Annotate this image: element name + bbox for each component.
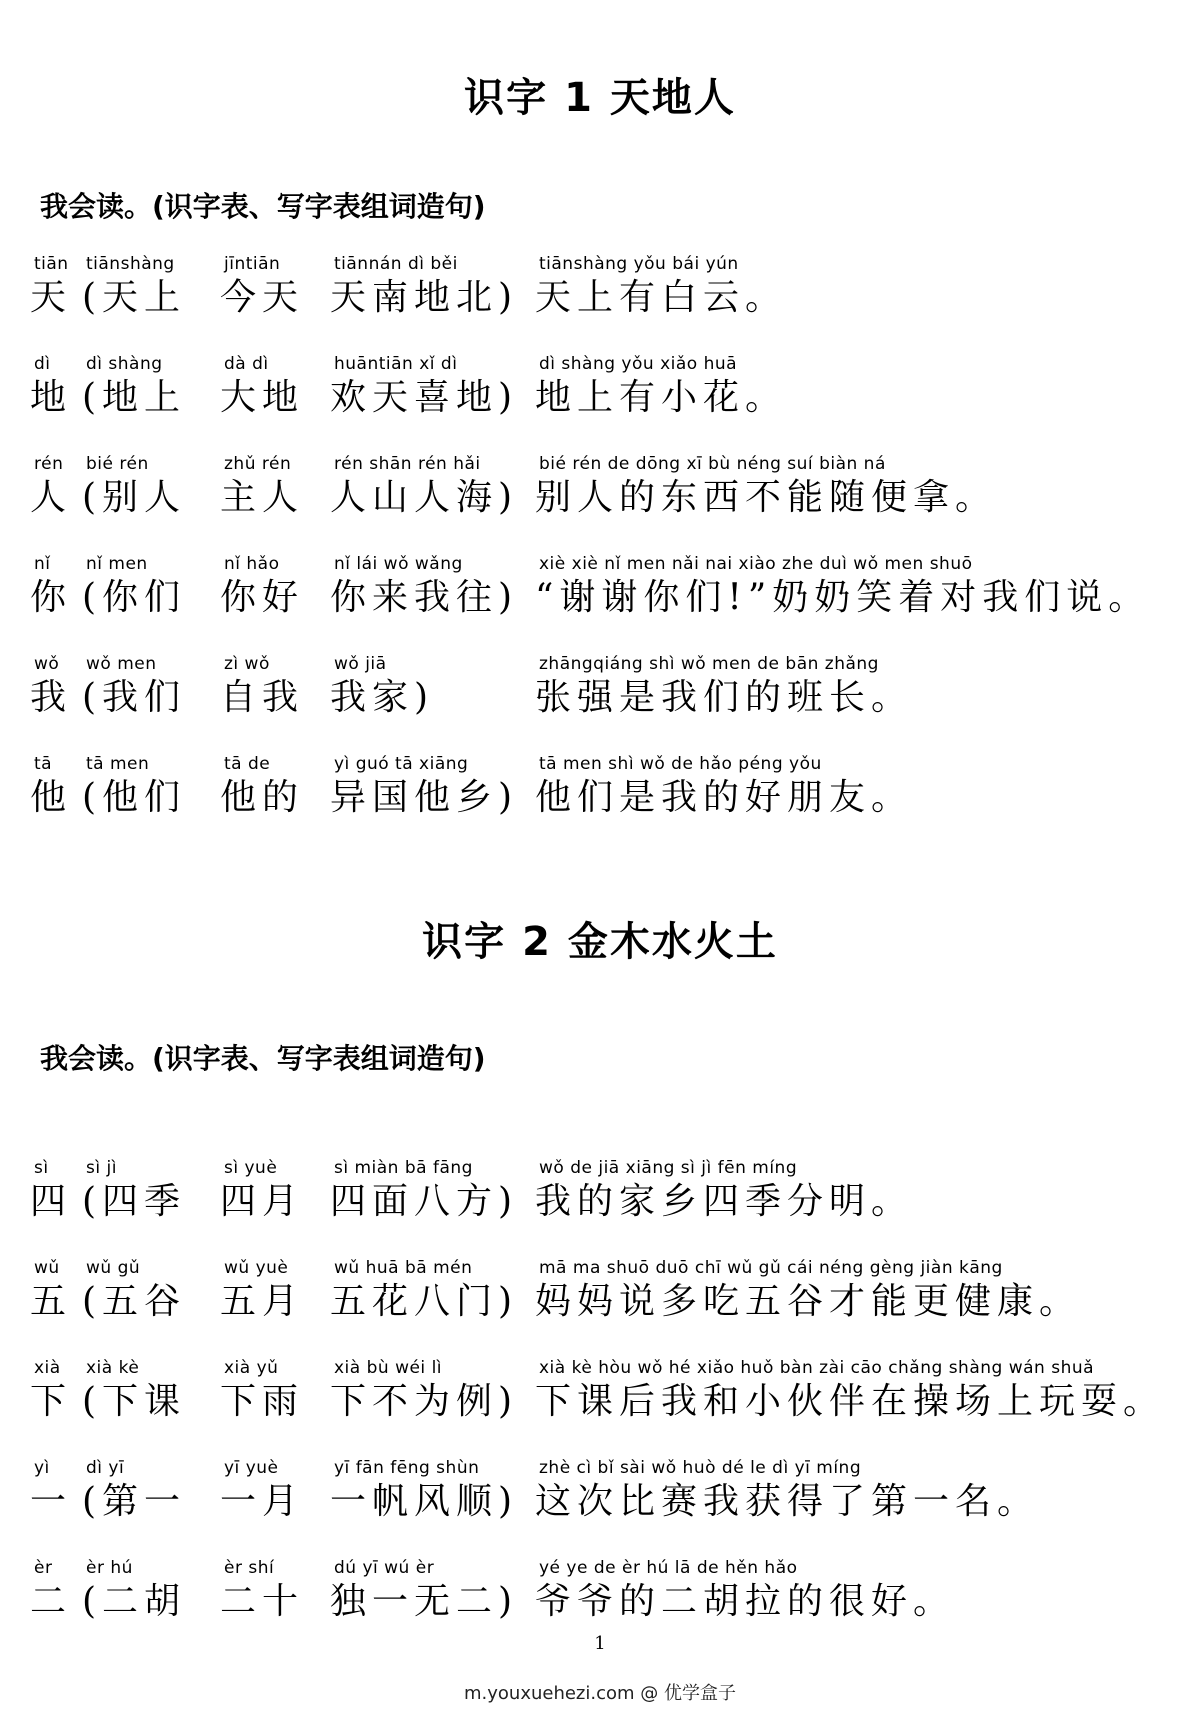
hanzi-text: 妈妈说多吃五谷才能更健康。 bbox=[535, 1281, 1082, 1322]
pinyin-text: bié rén bbox=[86, 454, 149, 474]
hanzi-text: 五 bbox=[30, 1281, 73, 1322]
pinyin-text: yī fān fēng shùn bbox=[334, 1458, 480, 1478]
hanzi-text: 异国他乡) bbox=[330, 777, 519, 818]
hanzi-text: 二 bbox=[30, 1581, 73, 1622]
pinyin-text: xià bbox=[34, 1358, 61, 1378]
pinyin-text: yé ye de èr hú lā de hěn hǎo bbox=[539, 1558, 798, 1578]
pinyin-text: xià yǔ bbox=[224, 1358, 279, 1378]
pinyin-text: wǒ men bbox=[86, 654, 157, 674]
hanzi-text: 我家) bbox=[330, 677, 435, 718]
hanzi-text: 一 bbox=[30, 1481, 73, 1522]
vocab-entry bbox=[30, 653, 1180, 743]
pinyin-text: yī yuè bbox=[224, 1458, 279, 1478]
vocab-entry bbox=[30, 353, 1180, 443]
pinyin-text: wǔ yuè bbox=[224, 1258, 289, 1278]
page-number: 1 bbox=[594, 1633, 606, 1654]
pinyin-text: bié rén de dōng xī bù néng suí biàn ná bbox=[539, 454, 886, 474]
pinyin-text: wǒ jiā bbox=[334, 654, 387, 674]
hanzi-text: (别人 bbox=[82, 477, 187, 518]
hanzi-text: 他的 bbox=[220, 777, 305, 818]
pinyin-text: yì guó tā xiāng bbox=[334, 754, 469, 774]
pinyin-text: dì yī bbox=[86, 1458, 125, 1478]
pinyin-text: wǔ huā bā mén bbox=[334, 1258, 473, 1278]
hanzi-text: 别人的东西不能随便拿。 bbox=[535, 477, 998, 518]
pinyin-text: nǐ bbox=[34, 554, 51, 574]
vocab-entry bbox=[30, 1457, 1180, 1547]
hanzi-text: 地 bbox=[30, 377, 73, 418]
hanzi-text: 一月 bbox=[220, 1481, 305, 1522]
hanzi-text: 下雨 bbox=[220, 1381, 305, 1422]
vocab-entry bbox=[30, 1257, 1180, 1347]
section-subtitle: 我会读。(识字表、写字表组词造句) bbox=[40, 1042, 486, 1075]
hanzi-text: 五月 bbox=[220, 1281, 305, 1322]
hanzi-text: 爷爷的二胡拉的很好。 bbox=[535, 1581, 956, 1622]
pinyin-text: èr shí bbox=[224, 1558, 275, 1578]
hanzi-text: 今天 bbox=[220, 277, 305, 318]
hanzi-text: 这次比赛我获得了第一名。 bbox=[535, 1481, 1040, 1522]
hanzi-text: 天 bbox=[30, 277, 73, 318]
pinyin-text: èr hú bbox=[86, 1558, 133, 1578]
pinyin-text: nǐ men bbox=[86, 554, 148, 574]
hanzi-text: 我 bbox=[30, 677, 73, 718]
hanzi-text: 天南地北) bbox=[330, 277, 519, 318]
pinyin-text: huāntiān xǐ dì bbox=[334, 354, 458, 374]
pinyin-text: rén bbox=[34, 454, 64, 474]
hanzi-text: 下不为例) bbox=[330, 1381, 519, 1422]
hanzi-text: 自我 bbox=[220, 677, 305, 718]
vocab-entry bbox=[30, 253, 1180, 343]
pinyin-text: xiè xiè nǐ men nǎi nai xiào zhe duì wǒ men shuō bbox=[539, 554, 973, 574]
pinyin-text: sì miàn bā fāng bbox=[334, 1158, 473, 1178]
hanzi-text: 天上有白云。 bbox=[535, 277, 788, 318]
hanzi-text: 四 bbox=[30, 1181, 73, 1222]
pinyin-text: mā ma shuō duō chī wǔ gǔ cái néng gèng jiàn kāng bbox=[539, 1258, 1003, 1278]
pinyin-text: sì jì bbox=[86, 1158, 117, 1178]
hanzi-text: 下 bbox=[30, 1381, 73, 1422]
hanzi-text: 你好 bbox=[220, 577, 305, 618]
hanzi-text: 欢天喜地) bbox=[330, 377, 519, 418]
pinyin-text: dì bbox=[34, 354, 51, 374]
pinyin-text: zhǔ rén bbox=[224, 454, 292, 474]
pinyin-text: jīntiān bbox=[224, 254, 281, 274]
pinyin-text: yì bbox=[34, 1458, 50, 1478]
hanzi-text: (五谷 bbox=[82, 1281, 187, 1322]
section-title: 识字 1 天地人 bbox=[464, 75, 736, 121]
pinyin-text: dà dì bbox=[224, 354, 269, 374]
hanzi-text: 下课后我和小伙伴在操场上玩耍。 bbox=[535, 1381, 1166, 1422]
pinyin-text: xià bù wéi lì bbox=[334, 1358, 443, 1378]
section-subtitle: 我会读。(识字表、写字表组词造句) bbox=[40, 190, 486, 223]
pinyin-text: nǐ hǎo bbox=[224, 554, 280, 574]
pinyin-text: wǒ de jiā xiāng sì jì fēn míng bbox=[539, 1158, 798, 1178]
hanzi-text: 我的家乡四季分明。 bbox=[535, 1181, 914, 1222]
hanzi-text: (我们 bbox=[82, 677, 187, 718]
pinyin-text: dú yī wú èr bbox=[334, 1558, 435, 1578]
pinyin-text: nǐ lái wǒ wǎng bbox=[334, 554, 463, 574]
hanzi-text: 二十 bbox=[220, 1581, 305, 1622]
vocab-entry bbox=[30, 753, 1180, 843]
pinyin-text: tiānshàng bbox=[86, 254, 175, 274]
pinyin-text: zhāngqiáng shì wǒ men de bān zhǎng bbox=[539, 654, 879, 674]
pinyin-text: zhè cì bǐ sài wǒ huò dé le dì yī míng bbox=[539, 1458, 862, 1478]
pinyin-text: xià kè hòu wǒ hé xiǎo huǒ bàn zài cāo chǎng shàng wán shuǎ bbox=[539, 1358, 1095, 1378]
hanzi-text: 人山人海) bbox=[330, 477, 519, 518]
hanzi-text: (他们 bbox=[82, 777, 187, 818]
hanzi-text: (天上 bbox=[82, 277, 187, 318]
hanzi-text: 他 bbox=[30, 777, 73, 818]
pinyin-text: sì bbox=[34, 1158, 49, 1178]
pinyin-text: tā men shì wǒ de hǎo péng yǒu bbox=[539, 754, 822, 774]
pinyin-text: tiānshàng yǒu bái yún bbox=[539, 254, 739, 274]
hanzi-text: 五花八门) bbox=[330, 1281, 519, 1322]
pinyin-text: dì shàng bbox=[86, 354, 163, 374]
pinyin-text: tā men bbox=[86, 754, 150, 774]
hanzi-text: (地上 bbox=[82, 377, 187, 418]
hanzi-text: (四季 bbox=[82, 1181, 187, 1222]
pinyin-text: dì shàng yǒu xiǎo huā bbox=[539, 354, 738, 374]
hanzi-text: 他们是我的好朋友。 bbox=[535, 777, 914, 818]
hanzi-text: 独一无二) bbox=[330, 1581, 519, 1622]
pinyin-text: xià kè bbox=[86, 1358, 140, 1378]
hanzi-text: 地上有小花。 bbox=[535, 377, 788, 418]
hanzi-text: 四面八方) bbox=[330, 1181, 519, 1222]
hanzi-text: 你 bbox=[30, 577, 73, 618]
hanzi-text: 一帆风顺) bbox=[330, 1481, 519, 1522]
hanzi-text: (二胡 bbox=[82, 1581, 187, 1622]
pinyin-text: èr bbox=[34, 1558, 53, 1578]
hanzi-text: (第一 bbox=[82, 1481, 187, 1522]
hanzi-text: 主人 bbox=[220, 477, 305, 518]
hanzi-text: 四月 bbox=[220, 1181, 305, 1222]
hanzi-text: 人 bbox=[30, 477, 73, 518]
pinyin-text: wǒ bbox=[34, 654, 60, 674]
footer-watermark: m.youxuehezi.com @ 优学盒子 bbox=[463, 1683, 736, 1704]
hanzi-text: “谢谢你们!”奶奶笑着对我们说。 bbox=[535, 577, 1151, 618]
pinyin-text: zì wǒ bbox=[224, 654, 270, 674]
hanzi-text: (下课 bbox=[82, 1381, 187, 1422]
pinyin-text: tiānnán dì běi bbox=[334, 254, 458, 274]
pinyin-text: sì yuè bbox=[224, 1158, 278, 1178]
hanzi-text: 大地 bbox=[220, 377, 305, 418]
pinyin-text: tiān bbox=[34, 254, 69, 274]
pinyin-text: tā bbox=[34, 754, 53, 774]
vocab-entry bbox=[30, 553, 1180, 643]
pinyin-text: wǔ bbox=[34, 1258, 60, 1278]
vocab-entry bbox=[30, 453, 1180, 543]
hanzi-text: (你们 bbox=[82, 577, 187, 618]
hanzi-text: 张强是我们的班长。 bbox=[535, 677, 914, 718]
vocab-entry bbox=[30, 1357, 1180, 1447]
pinyin-text: rén shān rén hǎi bbox=[334, 454, 481, 474]
pinyin-text: tā de bbox=[224, 754, 271, 774]
section-title: 识字 2 金木水火土 bbox=[422, 919, 778, 965]
vocab-entry bbox=[30, 1157, 1180, 1247]
pinyin-text: wǔ gǔ bbox=[86, 1258, 141, 1278]
hanzi-text: 你来我往) bbox=[330, 577, 519, 618]
